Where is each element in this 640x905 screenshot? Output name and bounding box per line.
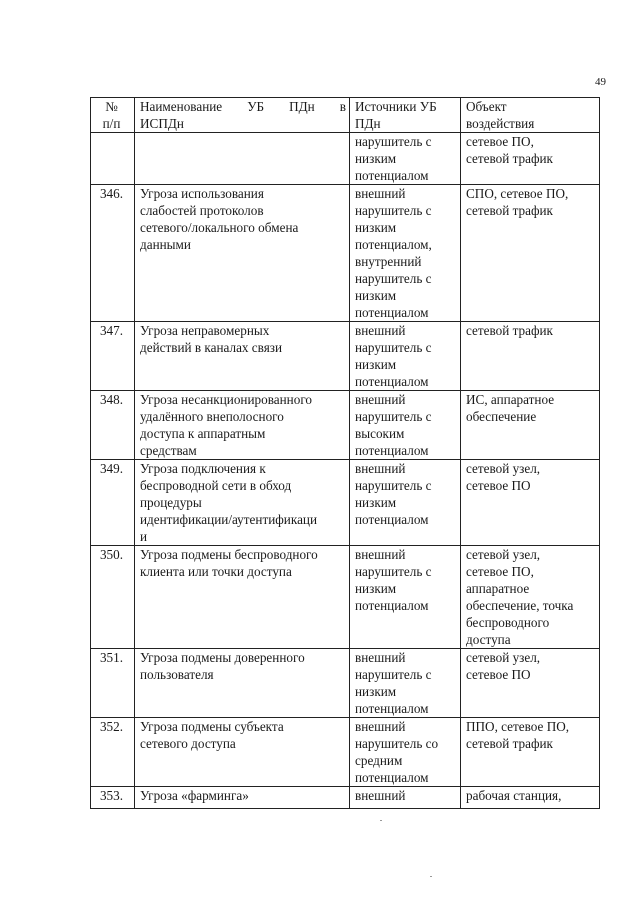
header-object: Объект воздействия: [461, 98, 600, 133]
cell-object: сетевой узел, сетевое ПО, аппаратное обеспечение, точка беспроводного доступа: [461, 546, 600, 649]
table-body: [91, 133, 600, 809]
cell-name: [135, 133, 350, 185]
table-row: [91, 718, 600, 787]
cell-num: 353.: [91, 787, 135, 809]
cell-object: ППО, сетевое ПО, сетевой трафик: [461, 718, 600, 787]
table-row: [91, 546, 600, 649]
cell-num: 350.: [91, 546, 135, 649]
scan-speck: [430, 876, 432, 877]
cell-name: Угроза подключения к беспроводной сети в обход процедуры идентификации/аутентификаци и: [135, 460, 350, 546]
table-header: [91, 98, 600, 133]
header-row: [91, 98, 600, 133]
cell-name: Угроза подмены доверенного пользователя: [135, 649, 350, 718]
threats-table: [90, 97, 600, 809]
header-source: Источники УБ ПДн: [350, 98, 461, 133]
cell-source: внешний нарушитель с низким потенциалом: [350, 546, 461, 649]
table-row: [91, 391, 600, 460]
cell-object: сетевой трафик: [461, 322, 600, 391]
cell-source: внешний нарушитель с низким потенциалом, внутренний нарушитель с низким потенциалом: [350, 185, 461, 322]
table-row: [91, 322, 600, 391]
cell-source: внешний нарушитель со средним потенциалом: [350, 718, 461, 787]
cell-object: сетевое ПО, сетевой трафик: [461, 133, 600, 185]
cell-source: нарушитель с низким потенциалом: [350, 133, 461, 185]
cell-num: 348.: [91, 391, 135, 460]
scan-speck: [380, 820, 382, 821]
cell-source: внешний нарушитель с низким потенциалом: [350, 322, 461, 391]
cell-name: Угроза несанкционированного удалённого внеполосного доступа к аппаратным средствам: [135, 391, 350, 460]
cell-num: 349.: [91, 460, 135, 546]
cell-object: СПО, сетевое ПО, сетевой трафик: [461, 185, 600, 322]
cell-source: внешний нарушитель с низким потенциалом: [350, 460, 461, 546]
cell-name: Угроза неправомерных действий в каналах связи: [135, 322, 350, 391]
cell-source: внешний нарушитель с высоким потенциалом: [350, 391, 461, 460]
header-num: № п/п: [91, 98, 135, 133]
cell-num: 346.: [91, 185, 135, 322]
cell-object: рабочая станция,: [461, 787, 600, 809]
page-number: 49: [595, 76, 606, 88]
cell-source: внешний: [350, 787, 461, 809]
header-name: Наименование УБ ПДн в ИСПДн: [135, 98, 350, 133]
cell-name: Угроза подмены беспроводного клиента или точки доступа: [135, 546, 350, 649]
cell-num: [91, 133, 135, 185]
cell-name: Угроза использования слабостей протоколов сетевого/локального обмена данными: [135, 185, 350, 322]
table-row: [91, 460, 600, 546]
cell-object: сетевой узел, сетевое ПО: [461, 649, 600, 718]
cell-source: внешний нарушитель с низким потенциалом: [350, 649, 461, 718]
cell-object: сетевой узел, сетевое ПО: [461, 460, 600, 546]
table-row: [91, 787, 600, 809]
table-row-continuation: [91, 133, 600, 185]
table-row: [91, 649, 600, 718]
cell-num: 351.: [91, 649, 135, 718]
cell-num: 352.: [91, 718, 135, 787]
cell-object: ИС, аппаратное обеспечение: [461, 391, 600, 460]
cell-num: 347.: [91, 322, 135, 391]
cell-name: Угроза подмены субъекта сетевого доступа: [135, 718, 350, 787]
table-row: [91, 185, 600, 322]
cell-name: Угроза «фарминга»: [135, 787, 350, 809]
